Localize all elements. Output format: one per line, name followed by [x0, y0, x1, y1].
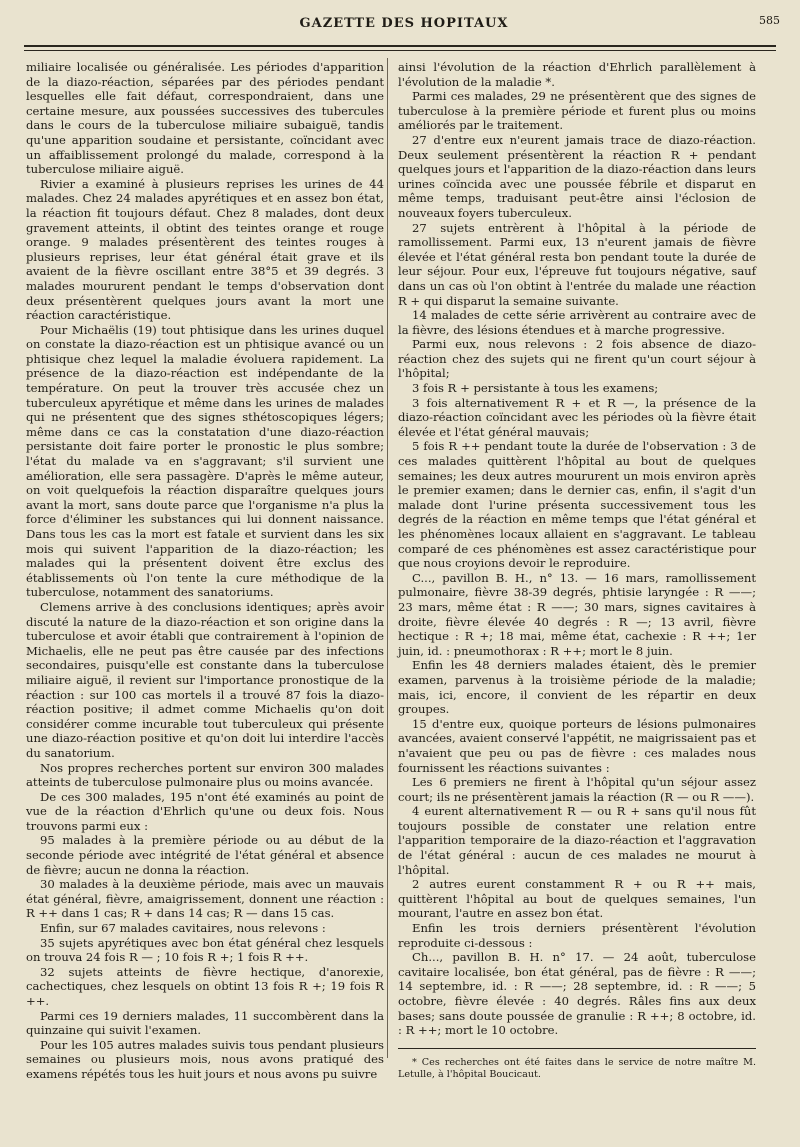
paragraph: Parmi ces malades, 29 ne présentèrent que des signes de tuberculose à la première période et furent plus ou moins améliorés par le traitement. — [398, 89, 756, 133]
paragraph: 5 fois R ++ pendant toute la durée de l'observation : 3 de ces malades quittèrent l'hôpital au bout de quelques semaines; les deux autres moururent un mois environ après le premier examen; dans le dernier cas, enfin, il s'agit d'un malade dont l'urine présenta successivement tous les degrés de la réaction en même temps que l'état général et les phénomènes locaux allaient en s'aggravant. Le tableau comparé de ces phénomènes est assez caractéristique pour que nous croyions devoir le reproduire. — [398, 439, 756, 571]
paragraph: Enfin les 48 derniers malades étaient, dès le premier examen, parvenus à la troisième période de la maladie; mais, ici, encore, il convient de les répartir en deux groupes. — [398, 658, 756, 717]
paragraph: 35 sujets apyrétiques avec bon état général chez lesquels on trouva 24 fois R — ; 10 fois R +; 1 fois R ++. — [26, 935, 384, 965]
paragraph: Les 6 premiers ne firent à l'hôpital qu'un séjour assez court; ils ne présentèrent jamais la réaction (R — ou R ——). — [398, 775, 756, 804]
page-header — [24, 14, 784, 38]
paragraph: 2 autres eurent constamment R + ou R ++ mais, quittèrent l'hôpital au bout de quelques semaines, l'un mourant, l'autre en assez bon état. — [398, 877, 756, 921]
case-report: Ch..., pavillon B. H. n° 17. — 24 août, tuberculose cavitaire localisée, bon état général, pas de fièvre : R ——; 14 septembre, id. : R ——; 28 septembre, id. : R ——; 5 octobre, fièvre élevée : 40 degrés. Râles fins aux deux bases; sans doute poussée de granulie : R ++; 8 octobre, id. : R ++; mort le 10 octobre. — [398, 950, 756, 1038]
paragraph: Enfin, sur 67 malades cavitaires, nous relevons : — [40, 921, 326, 936]
paragraph: Clemens arrive à des conclusions identiques; après avoir discuté la nature de la diazo-réaction et son origine dans la tuberculose et avoir établi que contrairement à l'opinion de Michaelis, elle ne peut pas être causée par des infections secondaires, puisqu'elle est constante dans la tuberculose miliaire aiguë, il revient sur l'importance pronostique de la réaction : sur 100 cas mortels il a trouvé 87 fois la diazo-réaction positive; il admet comme Michaelis qu'on doit considérer comme incurable tout tuberculeux qui présente une diazo-réaction positive et qu'on doit lui interdire l'accès du sanatorium. — [26, 599, 384, 760]
running-title: GAZETTE DES HOPITAUX — [299, 16, 509, 31]
paragraph: Pour les 105 autres malades suivis tous pendant plusieurs semaines ou plusieurs mois, nous avons pratiqué des examens répétés tous les huit jours et nous avons pu suivre — [26, 1037, 384, 1081]
paragraph: 14 malades de cette série arrivèrent au contraire avec de la fièvre, des lésions étendues et à marche progressive. — [398, 308, 756, 337]
paragraph: Parmi eux, nous relevons : 2 fois absence de diazo-réaction chez des sujets qui ne firent qu'un court séjour à l'hôpital; — [398, 337, 756, 381]
footnote-rule — [398, 1048, 756, 1049]
page-number: 585 — [759, 14, 780, 27]
paragraph: 3 fois alternativement R + et R —, la présence de la diazo-réaction coïncidant avec les périodes où la fièvre était élevée et l'état général mauvais; — [398, 395, 756, 439]
paragraph: 32 sujets atteints de fièvre hectique, d'anorexie, cachectiques, chez lesquels on obtint 13 fois R +; 19 fois R ++. — [26, 964, 384, 1008]
paragraph: De ces 300 malades, 195 n'ont été examinés au point de vue de la réaction d'Ehrlich qu'une ou deux fois. Nous trouvons parmi eux : — [26, 789, 384, 833]
case-report: C..., pavillon B. H., n° 13. — 16 mars, ramollissement pulmonaire, fièvre 38-39 degrés, phtisie laryngée : R ——; 23 mars, même état : R ——; 30 mars, signes cavitaires à droite, fièvre élevée 40 degrés : R —; 13 avril, fièvre hectique : R +; 18 mai, même état, cachexie : R ++; 1er juin, id. : pneumothorax : R ++; mort le 8 juin. — [398, 570, 756, 658]
right-column — [398, 60, 756, 1081]
paragraph: Pour Michaëlis (19) tout phtisique dans les urines duquel on constate la diazo-réaction est un phtisique avancé ou un phtisique chez lequel la maladie évoluera rapidement. La présence de la diazo-réaction est indépendante de la température. On peut la trouver très accusée chez un tuberculeux apyrétique et même dans les urines de malades qui ne présentent que des signes sthétoscopiques légers; même dans ce cas la constatation d'une diazo-réaction persistante doit faire porter le pronostic le plus sombre; l'état du malade va en s'aggravant; s'il survient une amélioration, elle sera passagère. D'après le même auteur, on voit quelquefois la réaction disparaître quelques jours avant la mort, sans doute parce que l'organisme n'a plus la force d'éliminer les substances qui lui donnent naissance. Dans tous les cas la mort est fatale et survient dans les six mois qui suivent l'apparition de la diazo-réaction; les malades qui la présentent doivent être exclus des établissements où l'on tente la cure méthodique de la tuberculose, notamment des sanatoriums. — [26, 322, 384, 600]
paragraph: Rivier a examiné à plusieurs reprises les urines de 44 malades. Chez 24 malades apyrétiques et en assez bon état, la réaction fit toujours défaut. Chez 8 malades, dont deux gravement atteints, il obtint des teintes orange et rouge orange. 9 malades présentèrent des teintes rouges à plusieurs reprises, leur état général était grave et ils avaient de la fièvre oscillant entre 38°5 et 39 degrés. 3 malades moururent pendant le temps d'observation dont deux présentèrent quelques jours avant la mort une réaction caractéristique. — [26, 176, 384, 323]
paragraph: 3 fois R + persistante à tous les examens; — [412, 381, 659, 396]
header-rule-thick — [24, 45, 776, 47]
paragraph: Nos propres recherches portent sur environ 300 malades atteints de tuberculose pulmonaire plus ou moins avancée. — [26, 760, 384, 790]
paragraph: 95 malades à la première période ou au début de la seconde période avec intégrité de l'état général et absence de fièvre; aucun ne donna la réaction. — [26, 833, 384, 877]
paragraph: miliaire localisée ou généralisée. Les périodes d'apparition de la diazo-réaction, séparées par des périodes pendant lesquelles elle fait défaut, correspondraient, dans une certaine mesure, aux poussées successives des tubercules dans le cours de la tuberculose miliaire subaiguë, tandis qu'une apparition soudaine et persistante, coïncidant avec un affaiblissement prolongé du malade, correspond à la tuberculose miliaire aiguë. — [26, 60, 384, 177]
paragraph: Enfin les trois derniers présentèrent l'évolution reproduite ci-dessous : — [398, 921, 756, 950]
footnote: * Ces recherches ont été faites dans le service de notre maître M. Letulle, à l'hôpital Boucicaut. — [398, 1056, 756, 1080]
paragraph: 15 d'entre eux, quoique porteurs de lésions pulmonaires avancées, avaient conservé l'appétit, ne maigrissaient pas et n'avaient que peu ou pas de fièvre : ces malades nous fournissent les réactions suivantes : — [398, 716, 756, 775]
left-column — [26, 60, 384, 1082]
paragraph: 27 d'entre eux n'eurent jamais trace de diazo-réaction. Deux seulement présentèrent la réaction R + pendant quelques jours et l'apparition de la diazo-réaction dans leurs urines coïncida avec une poussée fébrile et disparut en même temps, traduisant peut-être ainsi l'éclosion de nouveaux foyers tuberculeux. — [398, 132, 756, 220]
paragraph: 30 malades à la deuxième période, mais avec un mauvais état général, fièvre, amaigrissement, donnent une réaction : R ++ dans 1 cas; R + dans 14 cas; R — dans 15 cas. — [26, 877, 384, 921]
column-divider — [387, 58, 388, 1058]
paragraph: 27 sujets entrèrent à l'hôpital à la période de ramollissement. Parmi eux, 13 n'eurent jamais de fièvre élevée et l'état général resta bon pendant toute la durée de leur séjour. Pour eux, l'épreuve fut toujours négative, sauf dans un cas où l'on obtint à l'entrée du malade une réaction R + qui disparut la semaine suivante. — [398, 220, 756, 308]
paragraph: Parmi ces 19 derniers malades, 11 succombèrent dans la quinzaine qui suivit l'examen. — [26, 1008, 384, 1038]
paragraph: 4 eurent alternativement R — ou R + sans qu'il nous fût toujours possible de constater une relation entre l'apparition temporaire de la diazo-réaction et l'aggravation de l'état général : aucun de ces malades ne mourut à l'hôpital. — [398, 804, 756, 877]
header-rule-thin — [24, 50, 776, 51]
paragraph: ainsi l'évolution de la réaction d'Ehrlich parallèlement à l'évolution de la maladie *. — [398, 60, 756, 89]
